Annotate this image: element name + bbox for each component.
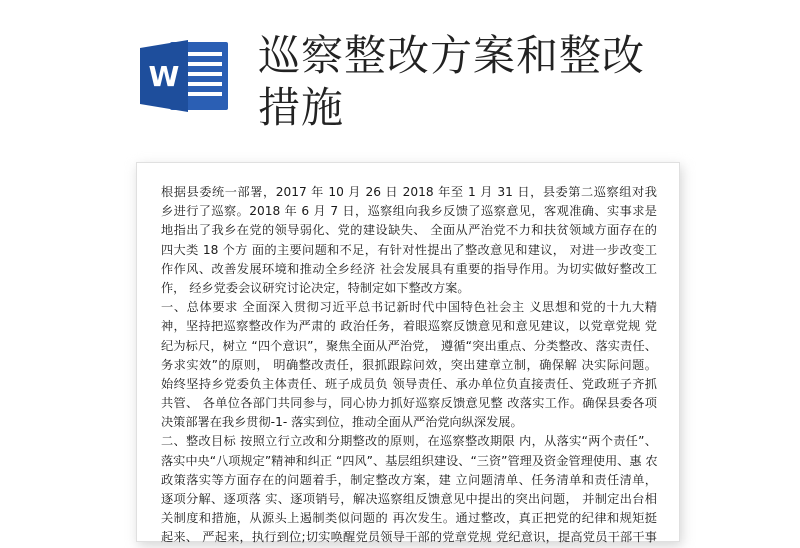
document-title-line-2: 措施: [258, 83, 345, 132]
word-document-icon: [136, 38, 232, 114]
document-line: 根据县委统一部署，2017 年 10 月 26 日 2018 年至 1 月 31 日，县委第二巡察组对我: [161, 185, 657, 199]
header: [0, 0, 800, 150]
document-line: 落实中央“八项规定”精神和纠正 “四风”、基层组织建设、“三资”管理及资金管理使用、惠 农: [161, 453, 658, 468]
word-icon-line: [188, 82, 222, 86]
word-icon-line: [188, 72, 222, 76]
document-line: 二、整改目标 按照立行立改和分期整改的原则，在巡察整改期限 内，从落实“两个责任”、: [161, 434, 657, 449]
document-title-line-1: 巡察整改方案和整改: [258, 31, 646, 80]
word-icon-line: [188, 92, 222, 96]
document-line: 共管、 各单位各部门共同参与，同心协力抓好巡察反馈意见整 改落实工作。确保县委各项: [161, 396, 657, 411]
document-line: 作， 经乡党委会议研究讨论决定，特制定如下整改方案。: [161, 280, 470, 295]
word-icon-line: [188, 52, 222, 56]
document-line: 关制度和措施，从源头上遏制类似问题的 再次发生。通过整改，真正把党的纪律和规矩挺: [161, 511, 657, 526]
document-line: 地指出了我乡在党的领导弱化、党的建设缺失、 全面从严治党不力和扶贫领域方面存在的: [161, 223, 657, 238]
document-line: 纪为标尺，树立 “四个意识”，聚焦全面从严治党， 遵循“突出重点、分类整改、落实责任、: [161, 338, 657, 353]
document-line: 务求实效”的原则， 明确整改责任，狠抓跟踪问效，突出建章立制，确保解 决实际问题。: [161, 357, 657, 372]
document-line: 起来、 严起来，执行到位;切实唤醒党员领导干部的党章党规 党纪意识，提高党员干部干事: [161, 530, 657, 545]
document-body: [161, 183, 657, 548]
document-line: 始终坚持乡党委负主体责任、班子成员负 领导责任、承办单位负直接责任、党政班子齐抓: [161, 376, 657, 391]
document-line: 政策落实等方面存在的问题着手，制定整改方案，建 立问题清单、任务清单和责任清单，: [161, 472, 657, 487]
word-icon-letter: W: [148, 60, 180, 93]
document-line: 决策部署在我乡贯彻-1- 落实到位，推动全面从严治党向纵深发展。: [161, 415, 523, 430]
document-line: 乡进行了巡察。2018 年 6 月 7 日，巡察组向我乡反馈了巡察意见，客观准确、实事求是: [161, 204, 657, 219]
document-line: 作作风、改善发展环境和推动全乡经济 社会发展具有重要的指导作用。为切实做好整改工: [161, 261, 657, 276]
document-page: [136, 162, 680, 545]
word-icon-line: [188, 62, 222, 66]
document-line: 逐项分解、逐项落 实、逐项销号，解决巡察组反馈意见中提出的突出问题， 并制定出台相: [161, 492, 657, 506]
document-line: 一、总体要求 全面深入贯彻习近平总书记新时代中国特色社会主 义思想和党的十九大精: [161, 300, 657, 315]
document-title: [258, 30, 778, 134]
document-line: 四大类 18 个方 面的主要问题和不足，有针对性提出了整改意见和建议， 对进一步改变工: [161, 242, 657, 257]
document-line: 神，坚持把巡察整改作为严肃的 政治任务，着眼巡察反馈意见和意见建议，以党章党规 党: [161, 319, 657, 334]
